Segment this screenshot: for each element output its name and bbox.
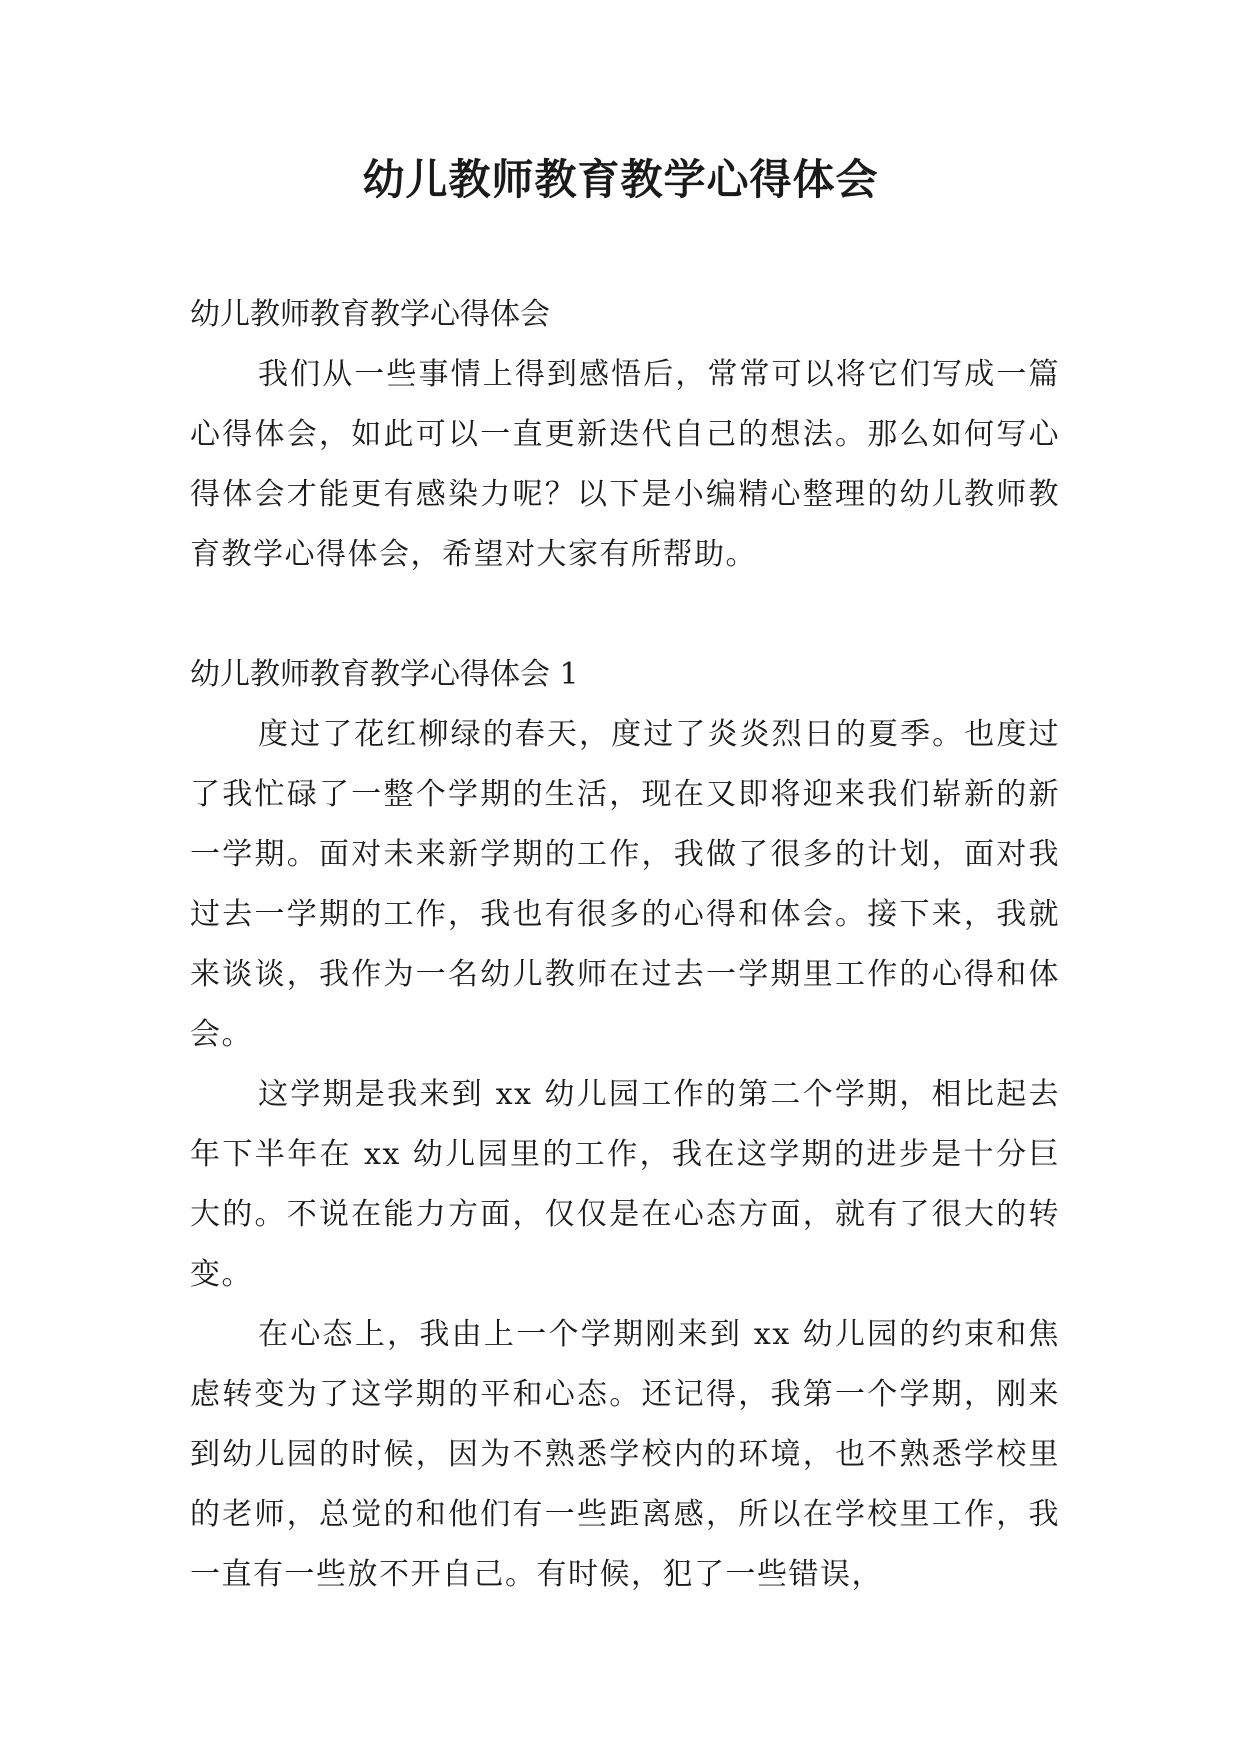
intro-paragraph: 我们从一些事情上得到感悟后，常常可以将它们写成一篇心得体会，如此可以一直更新迭代自己的想法。那么如何写心得体会才能更有感染力呢？以下是小编精心整理的幼儿教师教育教学心得体会，希望对大家有所帮助。	[190, 357, 1060, 572]
document-title: 幼儿教师教育教学心得体会	[362, 155, 879, 204]
section-1-heading: 幼儿教师教育教学心得体会 1	[190, 657, 579, 692]
section-1-paragraph-3: 在心态上，我由上一个学期刚来到 xx 幼儿园的约束和焦虑转变为了这学期的平和心态。还记得，我第一个学期，刚来到幼儿园的时候，因为不熟悉学校内的环境，也不熟悉学校里的老师，总觉的和他们有一些距离感，所以在学校里工作，我一直有一些放不开自己。有时候，犯了一些错误，	[190, 1317, 1060, 1592]
section-1-paragraph-1: 度过了花红柳绿的春天，度过了炎炎烈日的夏季。也度过了我忙碌了一整个学期的生活，现在又即将迎来我们崭新的新一学期。面对未来新学期的工作，我做了很多的计划，面对我过去一学期的工作，我也有很多的心得和体会。接下来，我就来谈谈，我作为一名幼儿教师在过去一学期里工作的心得和体会。	[190, 717, 1060, 1052]
document-body	[190, 285, 1060, 1605]
section-spacer	[190, 585, 1060, 645]
section-1-paragraph-2: 这学期是我来到 xx 幼儿园工作的第二个学期，相比起去年下半年在 xx 幼儿园里的工作，我在这学期的进步是十分巨大的。不说在能力方面，仅仅是在心态方面，就有了很大的转变。	[190, 1077, 1060, 1292]
intro-heading: 幼儿教师教育教学心得体会	[190, 297, 550, 332]
